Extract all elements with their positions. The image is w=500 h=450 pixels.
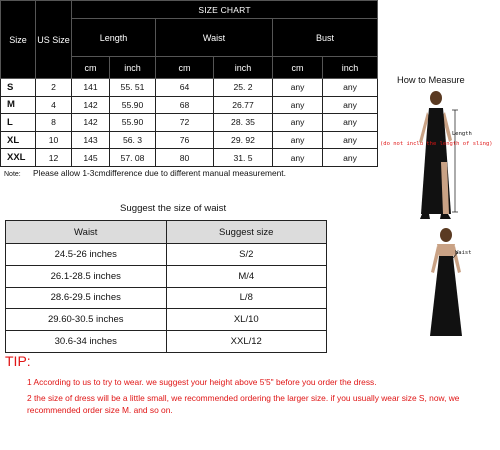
- waist-inch-cell: 29. 92: [214, 131, 273, 149]
- waist-header: Waist: [156, 19, 273, 57]
- length-inch-cell: 57. 08: [110, 149, 156, 167]
- length-header: Length: [72, 19, 156, 57]
- waist-suggestion-table: [5, 220, 327, 353]
- us-size-header: US Size: [36, 1, 72, 79]
- size-cell: M: [1, 96, 36, 114]
- waist-cm-cell: 80: [156, 149, 214, 167]
- bust-cm-cell: any: [273, 114, 323, 132]
- bust-inch-cell: any: [323, 149, 378, 167]
- waist-cm-cell: 72: [156, 114, 214, 132]
- length-cm-cell: 145: [72, 149, 110, 167]
- waist-cm-cell: 68: [156, 96, 214, 114]
- measurement-note: [0, 166, 377, 180]
- length-cm-cell: 142: [72, 114, 110, 132]
- waist-range-cell: 28.6-29.5 inches: [6, 287, 167, 309]
- us-size-cell: 12: [36, 149, 72, 167]
- note-label: Note:: [4, 171, 21, 178]
- waist-range-cell: 30.6-34 inches: [6, 331, 167, 353]
- table-row: [1, 114, 378, 132]
- table-row: [6, 309, 327, 331]
- dress-figure-front: [405, 90, 465, 230]
- waist-range-cell: 26.1-28.5 inches: [6, 265, 167, 287]
- table-row: [1, 79, 378, 97]
- size-cell: XXL: [1, 149, 36, 167]
- bust-header: Bust: [273, 19, 378, 57]
- unit-header: inch: [214, 57, 273, 79]
- dress-figure-back: [420, 228, 472, 340]
- bust-cm-cell: any: [273, 79, 323, 97]
- tip-heading: TIP:: [5, 353, 31, 369]
- length-inch-cell: 55. 51: [110, 79, 156, 97]
- waist-inch-cell: 25. 2: [214, 79, 273, 97]
- size-header: Size: [1, 1, 36, 79]
- suggested-size-cell: S/2: [166, 244, 327, 266]
- suggested-size-cell: L/8: [166, 287, 327, 309]
- bust-inch-cell: any: [323, 96, 378, 114]
- size-chart-table: [0, 0, 378, 167]
- waist-suggestion-title: Suggest the size of waist: [120, 203, 227, 214]
- table-row: [6, 287, 327, 309]
- length-label: Length: [452, 131, 472, 137]
- unit-header: inch: [110, 57, 156, 79]
- tip-item: 2 the size of dress will be a little small, we recommended ordering the larger size. if you usually wear size S, now, we recommended order size M. and so on.: [27, 393, 460, 415]
- unit-header: cm: [273, 57, 323, 79]
- bust-inch-cell: any: [323, 79, 378, 97]
- table-row: [1, 96, 378, 114]
- waist-column-header: Waist: [6, 221, 167, 244]
- table-row: [6, 265, 327, 287]
- size-chart-title: SIZE CHART: [72, 1, 378, 19]
- waist-label: Waist: [455, 250, 472, 256]
- suggested-size-cell: XL/10: [166, 309, 327, 331]
- table-row: [6, 331, 327, 353]
- us-size-cell: 4: [36, 96, 72, 114]
- table-row: [1, 131, 378, 149]
- size-cell: S: [1, 79, 36, 97]
- us-size-cell: 10: [36, 131, 72, 149]
- length-inch-cell: 55.90: [110, 96, 156, 114]
- waist-cm-cell: 76: [156, 131, 214, 149]
- waist-inch-cell: 28. 35: [214, 114, 273, 132]
- length-cm-cell: 142: [72, 96, 110, 114]
- note-text: Please allow 1-3cmdifference due to different manual measurement.: [33, 168, 286, 178]
- unit-header: cm: [72, 57, 110, 79]
- bust-inch-cell: any: [323, 114, 378, 132]
- unit-header: inch: [323, 57, 378, 79]
- table-row: [6, 244, 327, 266]
- us-size-cell: 2: [36, 79, 72, 97]
- waist-range-cell: 29.60-30.5 inches: [6, 309, 167, 331]
- how-to-measure-title: How to Measure: [397, 75, 465, 85]
- length-inch-cell: 55.90: [110, 114, 156, 132]
- size-cell: L: [1, 114, 36, 132]
- tip-item: 1 According to us to try to wear. we suggest your height above 5'5" before you order the dress.: [27, 377, 377, 387]
- unit-header: cm: [156, 57, 214, 79]
- table-row: [1, 149, 378, 167]
- bust-cm-cell: any: [273, 131, 323, 149]
- bust-cm-cell: any: [273, 96, 323, 114]
- waist-cm-cell: 64: [156, 79, 214, 97]
- waist-inch-cell: 31. 5: [214, 149, 273, 167]
- waist-range-cell: 24.5-26 inches: [6, 244, 167, 266]
- waist-inch-cell: 26.77: [214, 96, 273, 114]
- suggest-size-column-header: Suggest size: [166, 221, 327, 244]
- length-cm-cell: 141: [72, 79, 110, 97]
- suggested-size-cell: XXL/12: [166, 331, 327, 353]
- length-inch-cell: 56. 3: [110, 131, 156, 149]
- us-size-cell: 8: [36, 114, 72, 132]
- length-note: (do not inclu the length of sling): [380, 141, 493, 147]
- size-cell: XL: [1, 131, 36, 149]
- bust-cm-cell: any: [273, 149, 323, 167]
- bust-inch-cell: any: [323, 131, 378, 149]
- suggested-size-cell: M/4: [166, 265, 327, 287]
- length-cm-cell: 143: [72, 131, 110, 149]
